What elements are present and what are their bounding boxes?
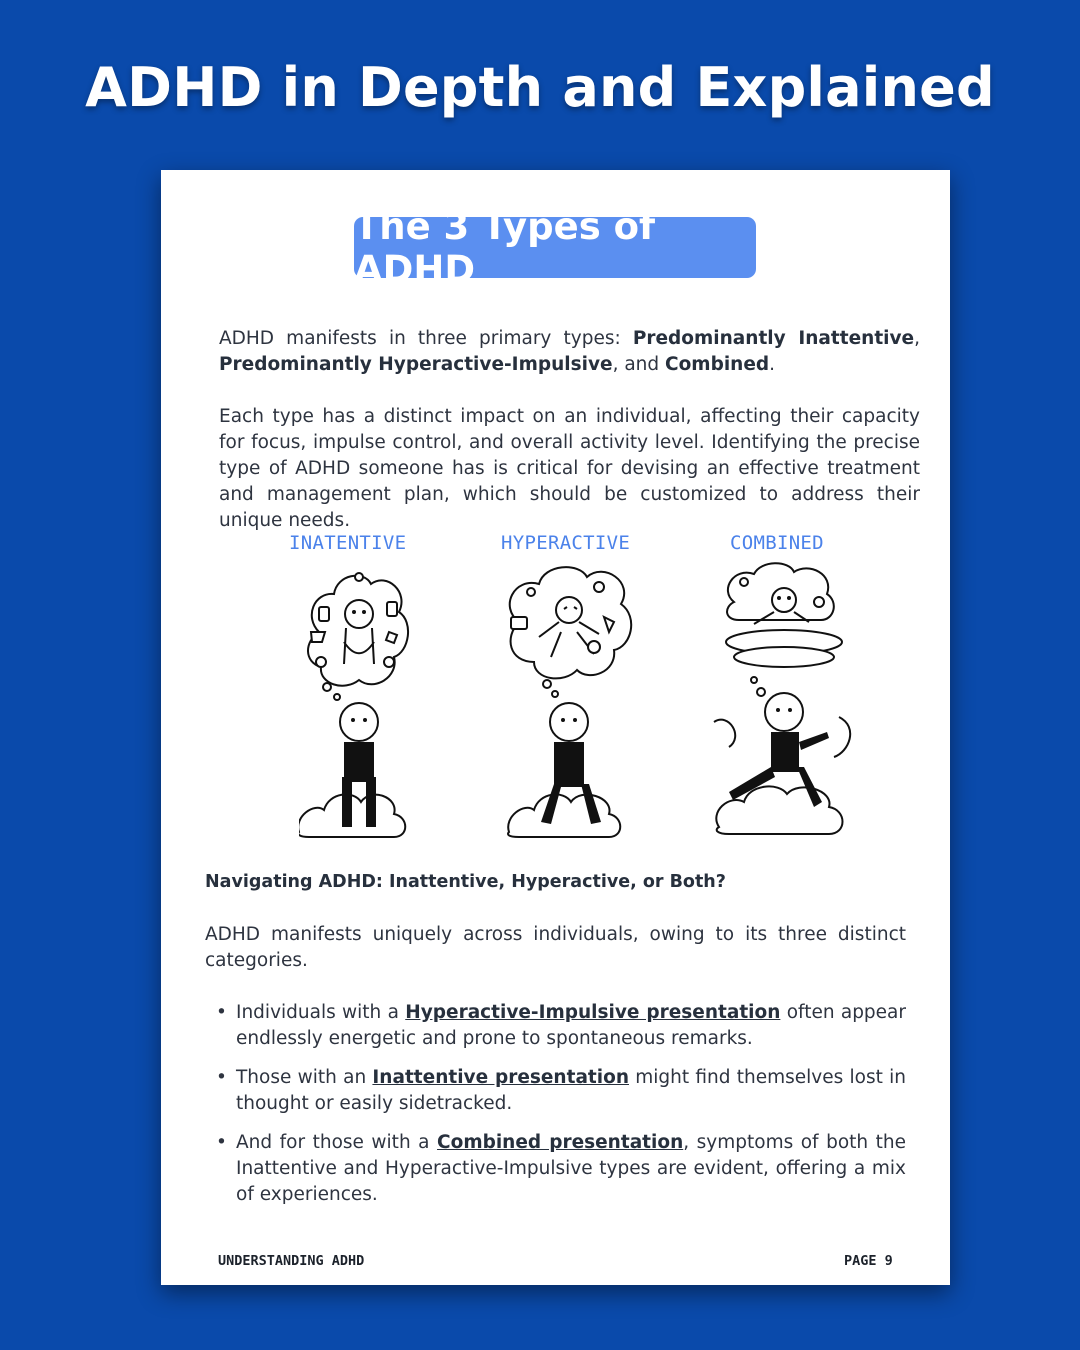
document-page — [161, 170, 950, 1285]
list-item: • Those with an Inattentive presentation might find themselves lost in thought or easily sidetracked. — [205, 1065, 906, 1117]
label-combined: COMBINED — [730, 532, 824, 554]
hyperactive-illustration — [499, 562, 639, 842]
headline: ADHD in Depth and Explained — [85, 56, 995, 119]
categories-paragraph: ADHD manifests uniquely across individuals, owing to its three distinct categories. — [205, 924, 906, 971]
page-title: The 3 Types of ADHD — [354, 217, 756, 278]
combined-illustration — [709, 562, 859, 842]
presentation-list — [205, 1000, 906, 1221]
type-hyperactive: Predominantly Hyperactive-Impulsive — [219, 354, 613, 375]
hyperactive-impulsive-link[interactable]: Hyperactive-Impulsive presentation — [405, 1002, 781, 1023]
list-item: • And for those with a Combined presentation, symptoms of both the Inattentive and Hyperactive-Impulsive types are evident, offering a mix of experiences. — [205, 1130, 906, 1208]
list-item: • Individuals with a Hyperactive-Impulsive presentation often appear endlessly energetic and prone to spontaneous remarks. — [205, 1000, 906, 1052]
combined-link[interactable]: Combined presentation — [437, 1132, 684, 1153]
type-inattentive: Predominantly Inattentive — [632, 328, 915, 349]
intro-paragraph: ADHD manifests in three primary types: Predominantly Inattentive, Predominantly Hyperactive-Impulsive, and Combined. — [219, 328, 920, 375]
impact-paragraph: Each type has a distinct impact on an individual, affecting their capacity for focus, impulse control, and overall activity level. Identifying the precise type of ADHD someone has is critical for devising an effective treatment and management plan, which should be customized to address their unique needs. — [219, 406, 920, 531]
inattentive-link[interactable]: Inattentive presentation — [372, 1067, 629, 1088]
label-inattentive: INATENTIVE — [289, 532, 407, 554]
type-combined: Combined — [665, 354, 770, 375]
page-number: PAGE 9 — [844, 1253, 893, 1269]
section-subheading: Navigating ADHD: Inattentive, Hyperactive, or Both? — [205, 872, 726, 892]
inattentive-illustration — [299, 562, 419, 842]
footer-title: UNDERSTANDING ADHD — [218, 1253, 365, 1269]
label-hyperactive: HYPERACTIVE — [501, 532, 631, 554]
